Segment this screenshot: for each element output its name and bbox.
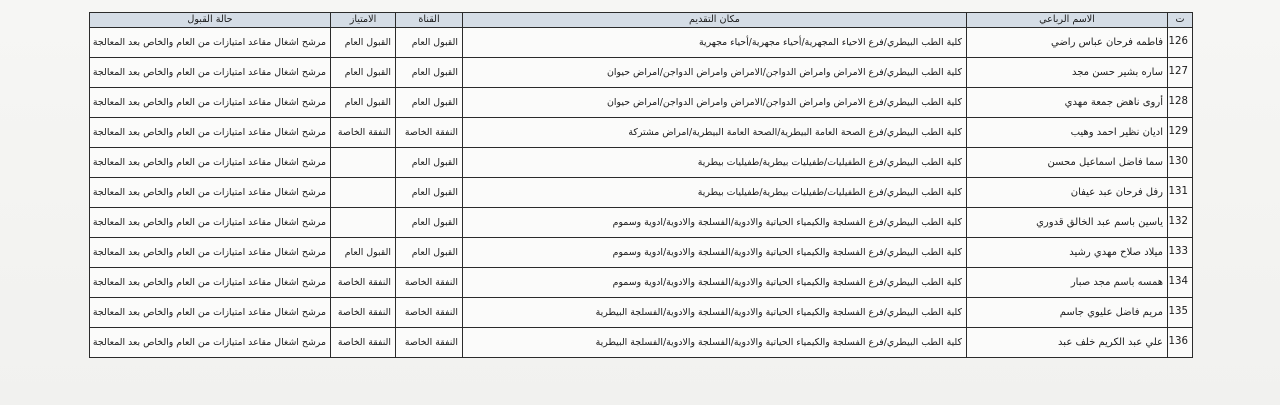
cell-seq: 130	[1168, 148, 1193, 178]
cell-name: سما فاضل اسماعيل محسن	[967, 148, 1168, 178]
cell-place: كلية الطب البيطري/فرع الفسلجة والكيمياء الحياتية والادوية/الفسلجة والادوية/الفسلجة البيطرية	[463, 328, 967, 358]
cell-channel: النفقة الخاصة	[396, 328, 463, 358]
table-row	[90, 118, 1193, 148]
cell-seq: 127	[1168, 58, 1193, 88]
cell-name: همسه باسم مجد صبار	[967, 268, 1168, 298]
cell-place: كلية الطب البيطري/فرع الامراض وامراض الدواجن/الامراض وامراض الدواجن/امراض حيوان	[463, 58, 967, 88]
cell-status: مرشح اشغال مقاعد امتيازات من العام والخاص بعد المعالجة	[90, 88, 331, 118]
cell-name: ميلاد صلاح مهدي رشيد	[967, 238, 1168, 268]
cell-status: مرشح اشغال مقاعد امتيازات من العام والخاص بعد المعالجة	[90, 118, 331, 148]
table-row	[90, 268, 1193, 298]
cell-status: مرشح اشغال مقاعد امتيازات من العام والخاص بعد المعالجة	[90, 298, 331, 328]
cell-name: اديان نظير احمد وهيب	[967, 118, 1168, 148]
cell-status: مرشح اشغال مقاعد امتيازات من العام والخاص بعد المعالجة	[90, 58, 331, 88]
cell-privilege	[331, 208, 396, 238]
cell-seq: 131	[1168, 178, 1193, 208]
table-row	[90, 298, 1193, 328]
cell-status: مرشح اشغال مقاعد امتيازات من العام والخاص بعد المعالجة	[90, 148, 331, 178]
table-row	[90, 178, 1193, 208]
header-channel: القناة	[396, 13, 463, 28]
cell-name: علي عبد الكريم خلف عبد	[967, 328, 1168, 358]
cell-channel: النفقة الخاصة	[396, 118, 463, 148]
cell-name: فاطمه فرحان عباس راضي	[967, 28, 1168, 58]
cell-channel: القبول العام	[396, 58, 463, 88]
cell-channel: القبول العام	[396, 88, 463, 118]
cell-seq: 136	[1168, 328, 1193, 358]
table-row	[90, 238, 1193, 268]
cell-status: مرشح اشغال مقاعد امتيازات من العام والخاص بعد المعالجة	[90, 178, 331, 208]
cell-privilege: القبول العام	[331, 88, 396, 118]
cell-place: كلية الطب البيطري/فرع الامراض وامراض الدواجن/الامراض وامراض الدواجن/امراض حيوان	[463, 88, 967, 118]
cell-seq: 135	[1168, 298, 1193, 328]
cell-place: كلية الطب البيطري/فرع الطفيليات/طفيليات بيطرية/طفيليات بيطرية	[463, 148, 967, 178]
cell-privilege	[331, 148, 396, 178]
cell-channel: القبول العام	[396, 148, 463, 178]
cell-status: مرشح اشغال مقاعد امتيازات من العام والخاص بعد المعالجة	[90, 28, 331, 58]
cell-privilege	[331, 178, 396, 208]
cell-place: كلية الطب البيطري/فرع الفسلجة والكيمياء الحياتية والادوية/الفسلجة والادوية/الفسلجة البيطرية	[463, 298, 967, 328]
cell-seq: 129	[1168, 118, 1193, 148]
table-row	[90, 148, 1193, 178]
cell-channel: القبول العام	[396, 208, 463, 238]
cell-privilege: القبول العام	[331, 58, 396, 88]
table-row	[90, 88, 1193, 118]
header-name: الاسم الرباعي	[967, 13, 1168, 28]
cell-name: ساره بشير حسن مجد	[967, 58, 1168, 88]
cell-name: مريم فاضل عليوي جاسم	[967, 298, 1168, 328]
header-status: حالة القبول	[90, 13, 331, 28]
cell-place: كلية الطب البيطري/فرع الاحياء المجهرية/أحياء مجهرية/أحياء مجهرية	[463, 28, 967, 58]
cell-channel: القبول العام	[396, 238, 463, 268]
cell-channel: القبول العام	[396, 178, 463, 208]
admission-results-table	[89, 12, 1193, 358]
table-row	[90, 208, 1193, 238]
cell-status: مرشح اشغال مقاعد امتيازات من العام والخاص بعد المعالجة	[90, 328, 331, 358]
cell-name: ياسين باسم عبد الخالق قدوري	[967, 208, 1168, 238]
cell-place: كلية الطب البيطري/فرع الفسلجة والكيمياء الحياتية والادوية/الفسلجة والادوية/ادوية وسموم	[463, 238, 967, 268]
cell-seq: 128	[1168, 88, 1193, 118]
cell-status: مرشح اشغال مقاعد امتيازات من العام والخاص بعد المعالجة	[90, 238, 331, 268]
cell-place: كلية الطب البيطري/فرع الطفيليات/طفيليات بيطرية/طفيليات بيطرية	[463, 178, 967, 208]
table-row	[90, 58, 1193, 88]
cell-privilege: النفقة الخاصة	[331, 118, 396, 148]
cell-seq: 133	[1168, 238, 1193, 268]
cell-seq: 132	[1168, 208, 1193, 238]
cell-place: كلية الطب البيطري/فرع الصحة العامة البيطرية/الصحة العامة البيطرية/امراض مشتركة	[463, 118, 967, 148]
cell-privilege: النفقة الخاصة	[331, 268, 396, 298]
header-place: مكان التقديم	[463, 13, 967, 28]
header-seq: ت	[1168, 13, 1193, 28]
cell-name: رفل فرحان عبد عيفان	[967, 178, 1168, 208]
cell-channel: القبول العام	[396, 28, 463, 58]
table-header-row	[90, 13, 1193, 28]
cell-name: أروى ناهض جمعة مهدي	[967, 88, 1168, 118]
cell-privilege: القبول العام	[331, 238, 396, 268]
cell-seq: 134	[1168, 268, 1193, 298]
cell-privilege: القبول العام	[331, 28, 396, 58]
cell-privilege: النفقة الخاصة	[331, 328, 396, 358]
cell-place: كلية الطب البيطري/فرع الفسلجة والكيمياء الحياتية والادوية/الفسلجة والادوية/ادوية وسموم	[463, 208, 967, 238]
cell-status: مرشح اشغال مقاعد امتيازات من العام والخاص بعد المعالجة	[90, 208, 331, 238]
cell-seq: 126	[1168, 28, 1193, 58]
cell-channel: النفقة الخاصة	[396, 298, 463, 328]
cell-place: كلية الطب البيطري/فرع الفسلجة والكيمياء الحياتية والادوية/الفسلجة والادوية/ادوية وسموم	[463, 268, 967, 298]
table-row	[90, 328, 1193, 358]
table-row	[90, 28, 1193, 58]
cell-privilege: النفقة الخاصة	[331, 298, 396, 328]
cell-status: مرشح اشغال مقاعد امتيازات من العام والخاص بعد المعالجة	[90, 268, 331, 298]
header-privilege: الامتياز	[331, 13, 396, 28]
cell-channel: النفقة الخاصة	[396, 268, 463, 298]
